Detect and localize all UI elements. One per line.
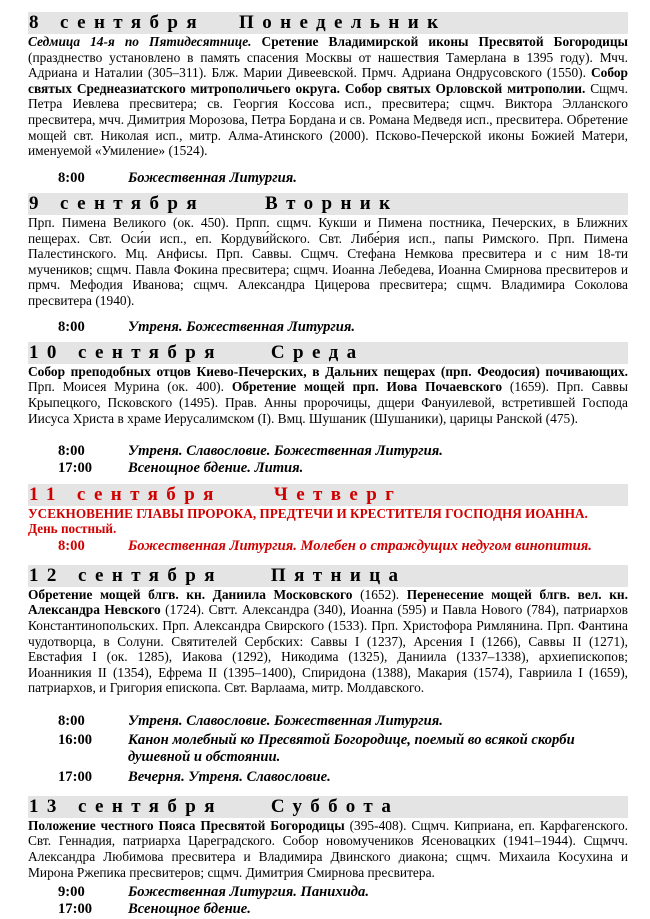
service-row [28,443,628,460]
desc-run: Обретение мощей блгв. кн. Даниила Московского [28,586,353,602]
day-weekday: Четверг [273,483,403,505]
day-header [28,342,628,364]
service-row [28,901,628,918]
fast-note: День постный. [28,521,117,537]
service-schedule [28,319,628,336]
service-name: Божественная Литургия. Панихида. [128,884,369,901]
service-name: Всенощное бдение. [128,901,251,918]
desc-run: (празднество установлено в память спасения Москвы от нашествия Тамерлана в 1395 году). Мчч. Адриана и Наталии (305–311). Блж. Марии Дивеевской. Прмч. Адриана Ондрусовского (1550). [28,49,628,81]
service-name: Утреня. Божественная Литургия. [128,318,356,335]
service-time: 8:00 [58,169,85,186]
service-name: Канон молебный ко Пресвятой Богородице, поемый во всякой скорби душевной и обстоянии. [128,732,575,766]
day-description [28,506,628,537]
desc-run: Собор преподобных отцов Киево-Печерских, в Дальних пещерах (прп. Феодосия) почивающих. [28,363,628,379]
service-row [28,713,628,730]
day-date: 10 сентября [29,341,223,363]
desc-run: Собор святых Среднеазиатского митрополичьего округа. Собор святых Орловской митрополии. [28,65,628,96]
day-date: 8 сентября [29,12,206,33]
day-header [28,796,628,818]
day-weekday: Среда [270,341,365,363]
day-description [28,818,628,880]
day-block-feast [28,484,628,555]
service-row [28,170,628,187]
service-name: Всенощное бдение. Лития. [128,460,304,477]
service-schedule [28,538,628,555]
day-weekday: Понедельник [239,12,447,33]
service-schedule [28,884,628,918]
service-schedule [28,713,628,786]
feast-title: УСЕКНОВЕНИЕ ГЛАВЫ ПРОРОКА, ПРЕДТЕЧИ И КРЕСТИТЕЛЯ ГОСПОДНЯ ИОАННА. [28,505,588,521]
service-name: Божественная Литургия. [128,169,297,186]
service-time: 8:00 [58,443,85,460]
service-row [28,769,628,786]
desc-run: Сщмч. Петра Иевлева пресвитера; св. Георгия Коссова исп., пресвитера; сщмч. Виктора Элланского пресвитера, мчч. Димитрия Морозова, Петра Бордана и св. Романа Медведя исп., пресвитера. Обретение мощей свт. Николая исп., митр. Алма-Атинского (2000). Псково-Печерской иконы Божией Матери, именуемой «Умиление» (1524). [28,80,628,159]
service-time: 17:00 [58,460,93,477]
desc-run: Прп. Пимена Великого (ок. 450). Прпп. сщмч. Кукши и Пимена постника, Печерских, в Ближних пещерах. Свт. Оси́и исп., еп. Кордуви́йского. Свт. Либе́рия исп., папы Римского. Прп. Пимена Палестинского. Мц. Анфисы. Прп. Саввы. Сщмч. Стефана Немкова пресвитера и с ним 18-ти мучеников; сщмч. Павла Фокина пресвитера; сщмч. Иоанна Лебедева, Иоанна Смирнова пресвитеров и прмч. Мефодия Иванова; сщмч. Александра Цицерова пресвитера; сщмч. Владимира Соколова пресвитера (1940). [28,214,628,308]
service-row [28,319,628,336]
service-name: Утреня. Славословие. Божественная Литургия. [128,443,443,460]
day-header [28,484,628,506]
service-row [28,460,628,477]
service-row [28,884,628,901]
desc-run: Седмица 14-я по Пятидесятнице. [28,34,252,49]
day-date: 12 сентября [29,564,223,586]
day-weekday: Суббота [270,795,400,817]
day-date: 13 сентября [29,795,223,817]
desc-run: (1659). Прп. Саввы Крыпецкого, Псковского (1495). Прав. Анны пророчицы, дщери Фануилевой, встретившей Господа Иисуса Христа в храме Иерусалимском (I). Вмц. Шушаник (Шушаники), царицы Ранской (475). [28,379,628,426]
service-name: Утреня. Славословие. Божественная Литургия. [128,713,443,730]
service-name: Божественная Литургия. Молебен о страждущих недугом винопития. [128,537,592,554]
day-description [28,215,628,309]
schedule-page [28,12,628,919]
day-block [28,342,628,478]
desc-run: Перенесение мощей блгв. вел. кн. Александра Невского [28,586,628,618]
day-header [28,12,628,34]
day-description [28,364,628,426]
desc-run: Прп. Моисея Мурина (ок. 400). [28,379,232,395]
day-block [28,193,628,336]
desc-run: Обретение мощей прп. Иова Почаевского [231,379,503,395]
service-row [28,732,628,766]
day-header [28,193,628,215]
day-date: 11 сентября [29,483,222,505]
desc-run [252,34,262,49]
day-block [28,565,628,786]
service-schedule [28,170,628,187]
day-weekday: Вторник [265,192,399,214]
day-date: 9 сентября [29,192,206,214]
service-name: Вечерня. Утреня. Славословие. [128,768,331,785]
service-time: 8:00 [58,713,85,730]
service-time: 8:00 [58,537,85,554]
day-description [28,587,628,696]
desc-run: (395-408). Сщмч. Киприана, еп. Карфагенского. Свт. Геннадия, патриарха Цареградского. Собор новомучеников Ясеновацких (1941–1944). Сщмчч. Александра Любимова пресвитера и Владимира Двинского диакона; сщмч. Михаила Косухина и Мирона Ржепика пресвитеров; сщмч. Димитрия Смирнова пресвитера. [28,817,628,880]
service-time: 16:00 [58,732,93,749]
service-schedule [28,443,628,477]
desc-run: Положение честного Пояса Пресвятой Богородицы [28,817,345,833]
service-time: 8:00 [58,318,85,335]
service-time: 17:00 [58,768,93,785]
day-header [28,565,628,587]
day-block [28,12,628,187]
desc-run: (1724). Свтт. Александра (340), Иоанна (595) и Павла Нового (784), патриархов Константинопольских. Прп. Александра Свирского (1533). Прп. Христофора Римлянина. Прп. Фантина чудотворца, в Солуни. Святителей Сербских: Саввы I (1237), Арсения I (1266), Саввы II (1271), Евстафия I (ок. 1285), Иакова (1292), Никодима (1325), Даниила (1337–1338), архиепископов; Иоанникия II (1354), Ефрема II (1395–1400), Спиридона (1388), Макария (1574), Гавриила I (1659), патриархов, и Григория епископа. Свт. Варлаама, митр. Молдавского. [28,602,628,696]
desc-run: (1652). [352,586,407,602]
day-description [28,34,628,159]
service-row [28,538,628,555]
day-weekday: Пятница [270,564,407,586]
day-block [28,796,628,919]
service-time: 17:00 [58,901,93,918]
service-time: 9:00 [58,884,85,901]
desc-run: Сретение Владимирской иконы Пресвятой Богородицы [261,34,628,49]
